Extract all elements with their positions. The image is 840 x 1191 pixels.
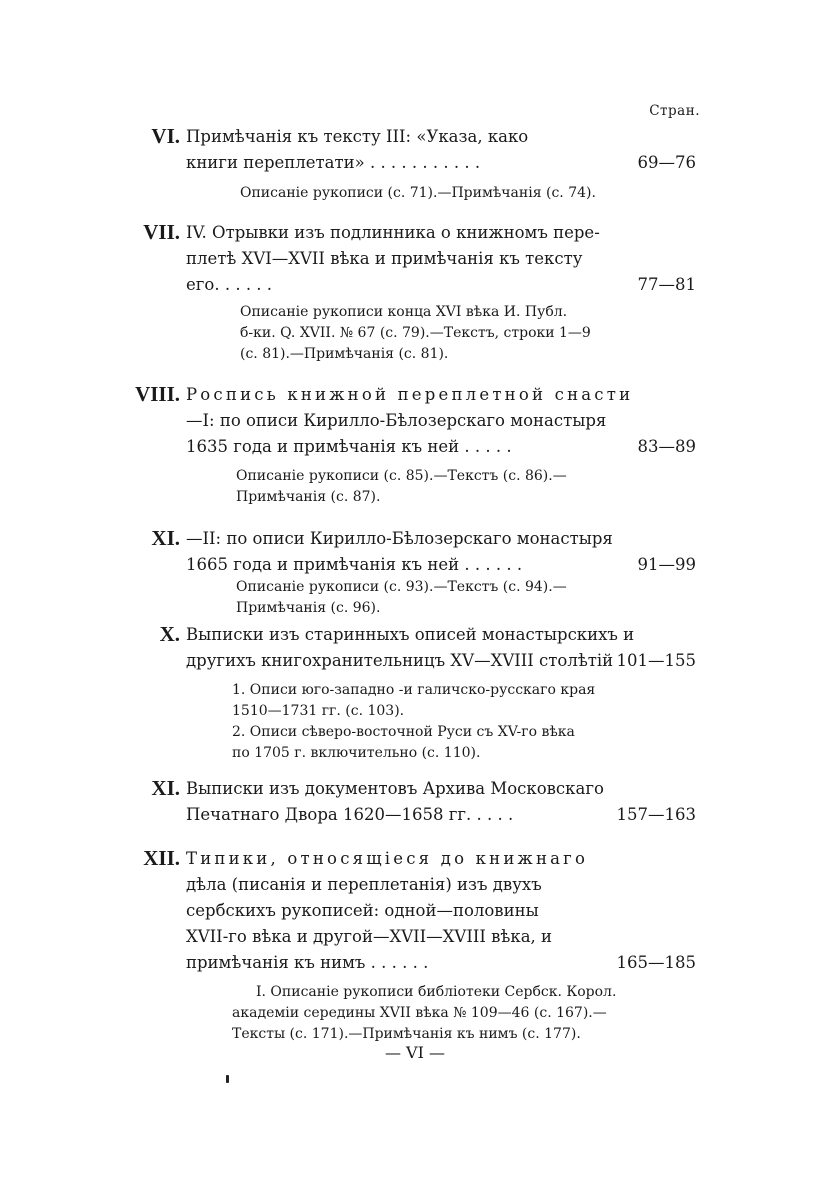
entry-number: XI.: [151, 776, 180, 800]
entry-title-line: сербскихъ рукописей: одной—половины: [186, 901, 539, 920]
entry-title-line: 1665 года и примѣчанія къ ней . . . . . .: [186, 555, 523, 574]
entry-title-line: плетѣ XVI—XVII вѣка и примѣчанія къ тексту: [186, 249, 583, 268]
entry-title-line: примѣчанія къ нимъ . . . . . .: [186, 953, 429, 972]
entry-page-range: 91—99: [637, 555, 696, 574]
entry-title-line: Типики, относящіеся до книжнаго: [186, 849, 589, 868]
page-number: — VI —: [384, 1043, 446, 1062]
entry-subnote: Описаніе рукописи (с. 93).—Текстъ (с. 94).—: [236, 579, 567, 595]
entry-title-line: XVII-го вѣка и другой—XVII—XVIII вѣка, и: [186, 927, 553, 946]
entry-number: XI.: [151, 526, 180, 550]
entry-subnote: 1510—1731 гг. (с. 103).: [232, 703, 405, 719]
entry-title-line: Примѣчанія къ тексту III: «Указа, како: [186, 127, 529, 146]
entry-subnote: Примѣчанія (с. 87).: [236, 489, 381, 505]
entry-title-line: 1635 года и примѣчанія къ ней . . . . .: [186, 437, 512, 456]
entry-subnote: Описаніе рукописи конца XVI вѣка И. Публ.: [240, 304, 568, 320]
entry-subnote: Описаніе рукописи (с. 71).—Примѣчанія (с. 74).: [240, 185, 596, 201]
entry-subnote: 1. Описи юго-западно -и галичско-русскаго края: [232, 682, 596, 698]
entry-page-range: 77—81: [637, 275, 696, 294]
entry-page-range: 83—89: [637, 437, 696, 456]
entry-subnote: 2. Описи сѣверо-восточной Руси съ XV-го вѣка: [232, 724, 575, 740]
entry-title-line: —II: по описи Кирилло-Бѣлозерскаго монастыря: [186, 529, 613, 548]
entry-title-line: IV. Отрывки изъ подлинника о книжномъ пере-: [186, 223, 600, 242]
entry-subnote: I. Описаніе рукописи библіотеки Сербск. Корол.: [256, 984, 617, 1000]
entry-title-line: Печатнаго Двора 1620—1658 гг. . . . .: [186, 805, 514, 824]
entry-title-line: книги переплетати» . . . . . . . . . . .: [186, 153, 481, 172]
entry-subnote: академіи середины XVII вѣка № 109—46 (с. 167).—: [232, 1005, 607, 1021]
entry-page-range: 101—155: [616, 651, 696, 670]
entry-number: XII.: [143, 846, 180, 870]
entry-title-line: Выписки изъ документовъ Архива Московскаго: [186, 779, 604, 798]
entry-title-line: Роспись книжной переплетной снасти: [186, 385, 634, 404]
ink-speck: [226, 1075, 229, 1083]
entry-subnote: Примѣчанія (с. 96).: [236, 600, 381, 616]
entry-number: VIII.: [135, 382, 180, 406]
entry-title-line: дѣла (писанія и переплетанія) изъ двухъ: [186, 875, 542, 894]
entry-title-line: —I: по описи Кирилло-Бѣлозерскаго монастыря: [186, 411, 607, 430]
entry-title-line: другихъ книгохранительницъ XV—XVIII столѣтій: [186, 651, 614, 670]
entry-number: X.: [159, 622, 180, 646]
entry-subnote: б-ки. Q. XVII. № 67 (с. 79).—Текстъ, строки 1—9: [240, 325, 591, 341]
entry-number: VII.: [143, 220, 180, 244]
entry-subnote: по 1705 г. включительно (с. 110).: [232, 745, 481, 761]
entry-title-line: Выписки изъ старинныхъ описей монастырскихъ и: [186, 625, 635, 644]
entry-title-line: его. . . . . .: [186, 275, 273, 294]
entry-number: VI.: [151, 124, 180, 148]
entry-page-range: 165—185: [616, 953, 696, 972]
entry-subnote: (с. 81).—Примѣчанія (с. 81).: [240, 346, 449, 362]
entry-page-range: 157—163: [616, 805, 696, 824]
entry-subnote: Тексты (с. 171).—Примѣчанія къ нимъ (с. 177).: [232, 1026, 581, 1042]
entry-subnote: Описаніе рукописи (с. 85).—Текстъ (с. 86).—: [236, 468, 567, 484]
entry-page-range: 69—76: [637, 153, 696, 172]
page-column-header: Стран.: [649, 103, 700, 119]
